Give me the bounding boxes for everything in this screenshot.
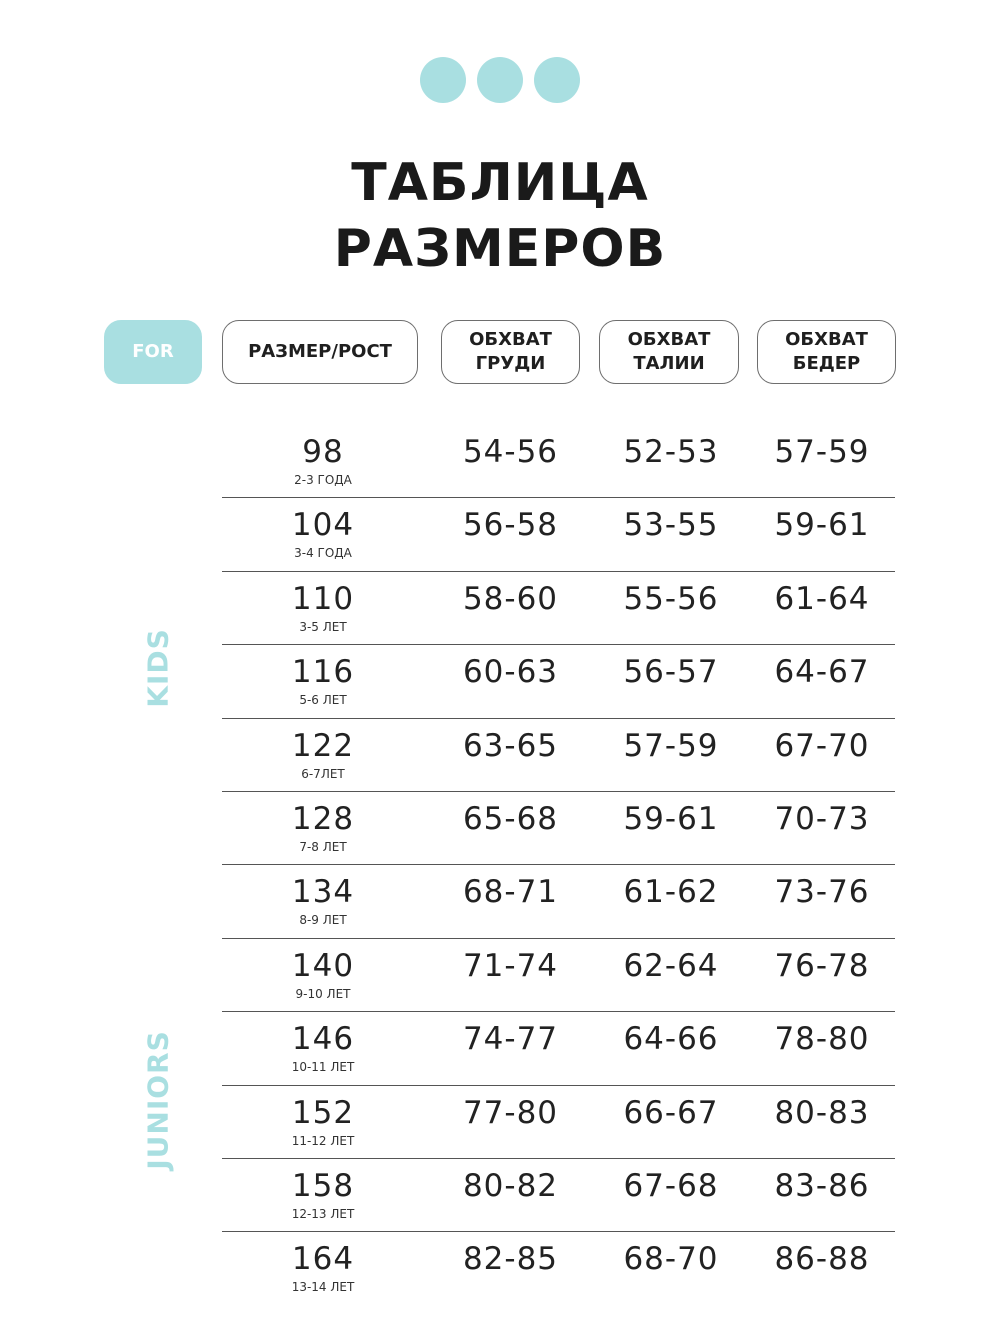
age-cell: 6-7ЛЕТ	[301, 766, 345, 781]
hips-cell: 64-67	[774, 654, 870, 691]
hips-cell: 80-83	[774, 1094, 870, 1131]
chest-cell: 60-63	[462, 654, 559, 691]
hips-cell: 67-70	[774, 727, 870, 764]
hips-cell: 57-59	[774, 434, 870, 470]
header-chest-line1: ОБХВАТ	[469, 329, 552, 350]
size-cell: 140	[291, 947, 355, 984]
age-cell: 7-8 ЛЕТ	[299, 839, 347, 854]
chest-cell: 74-77	[462, 1021, 559, 1058]
size-cell: 146	[291, 1021, 355, 1058]
waist-cell: 56-57	[623, 654, 719, 691]
waist-cell: 62-64	[623, 947, 719, 984]
dot-icon	[534, 57, 580, 103]
waist-cell: 66-67	[623, 1094, 719, 1131]
size-cell: 98	[302, 434, 344, 470]
table-row	[222, 1159, 895, 1232]
dot-icon	[420, 57, 466, 103]
chest-cell: 82-85	[462, 1241, 559, 1278]
chest-cell: 80-82	[462, 1167, 559, 1204]
waist-cell: 55-56	[623, 580, 719, 617]
hips-cell: 83-86	[774, 1167, 870, 1204]
table-row	[222, 1232, 895, 1305]
chest-cell: 68-71	[462, 874, 559, 911]
hips-cell: 73-76	[774, 874, 870, 911]
chest-cell: 65-68	[462, 800, 559, 837]
hips-cell: 86-88	[774, 1241, 870, 1278]
title-line-1: ТАБЛИЦА	[351, 153, 649, 213]
size-cell: 104	[291, 507, 355, 544]
table-row	[222, 939, 895, 1012]
age-cell: 11-12 ЛЕТ	[291, 1133, 355, 1148]
size-cell: 128	[291, 800, 355, 837]
decorative-dots	[0, 57, 1000, 103]
age-cell: 2-3 ГОДА	[294, 473, 352, 487]
dot-icon	[477, 57, 523, 103]
age-cell: 8-9 ЛЕТ	[299, 913, 347, 928]
waist-cell: 61-62	[623, 874, 719, 911]
group-label-kids: KIDS	[141, 628, 175, 708]
age-cell: 5-6 ЛЕТ	[299, 693, 347, 708]
waist-cell: 59-61	[623, 800, 719, 837]
hips-cell: 76-78	[774, 947, 870, 984]
size-cell: 152	[291, 1094, 355, 1131]
hips-cell: 59-61	[774, 507, 870, 544]
waist-cell: 52-53	[623, 434, 719, 470]
chest-cell: 63-65	[462, 727, 559, 764]
header-hips	[757, 320, 896, 384]
waist-cell: 68-70	[623, 1241, 719, 1278]
page-title	[0, 150, 1000, 282]
size-cell: 164	[291, 1241, 355, 1278]
header-waist-line2: ТАЛИИ	[633, 353, 705, 374]
title-line-2: РАЗМЕРОВ	[333, 219, 667, 279]
hips-cell: 61-64	[774, 580, 870, 617]
header-size-height: РАЗМЕР/РОСТ	[222, 320, 418, 384]
header-hips-line1: ОБХВАТ	[785, 329, 868, 350]
table-row	[222, 645, 895, 718]
chest-cell: 58-60	[462, 580, 559, 617]
waist-cell: 64-66	[623, 1021, 719, 1058]
table-row	[222, 792, 895, 865]
table-row	[222, 572, 895, 645]
hips-cell: 70-73	[774, 800, 870, 837]
size-cell: 122	[291, 727, 355, 764]
header-chest-line2: ГРУДИ	[475, 353, 546, 374]
age-cell: 13-14 ЛЕТ	[291, 1280, 355, 1295]
age-cell: 3-5 ЛЕТ	[299, 619, 347, 634]
hips-cell: 78-80	[774, 1021, 870, 1058]
chest-cell: 54-56	[462, 434, 559, 470]
header-hips-line2: БЕДЕР	[792, 353, 861, 374]
size-cell: 110	[291, 580, 355, 617]
age-cell: 9-10 ЛЕТ	[295, 986, 351, 1001]
size-cell: 134	[291, 874, 355, 911]
header-for: FOR	[104, 320, 202, 384]
header-waist-line1: ОБХВАТ	[627, 329, 711, 350]
table-row	[222, 865, 895, 938]
chest-cell: 77-80	[462, 1094, 559, 1131]
table-row	[222, 1012, 895, 1085]
age-cell: 12-13 ЛЕТ	[291, 1206, 355, 1221]
table-row	[222, 498, 895, 571]
size-cell: 158	[291, 1167, 355, 1204]
table-row	[222, 1086, 895, 1159]
table-row	[222, 425, 895, 498]
group-label-juniors: JUNIORS	[141, 1030, 175, 1170]
chest-cell: 56-58	[462, 507, 559, 544]
header-waist	[599, 320, 739, 384]
waist-cell: 57-59	[623, 727, 719, 764]
table-row	[222, 719, 895, 792]
size-cell: 116	[291, 654, 355, 691]
waist-cell: 53-55	[623, 507, 719, 544]
waist-cell: 67-68	[623, 1167, 719, 1204]
chest-cell: 71-74	[462, 947, 559, 984]
age-cell: 3-4 ГОДА	[294, 546, 352, 561]
size-table	[222, 425, 895, 1306]
header-chest	[441, 320, 580, 384]
age-cell: 10-11 ЛЕТ	[291, 1060, 355, 1075]
